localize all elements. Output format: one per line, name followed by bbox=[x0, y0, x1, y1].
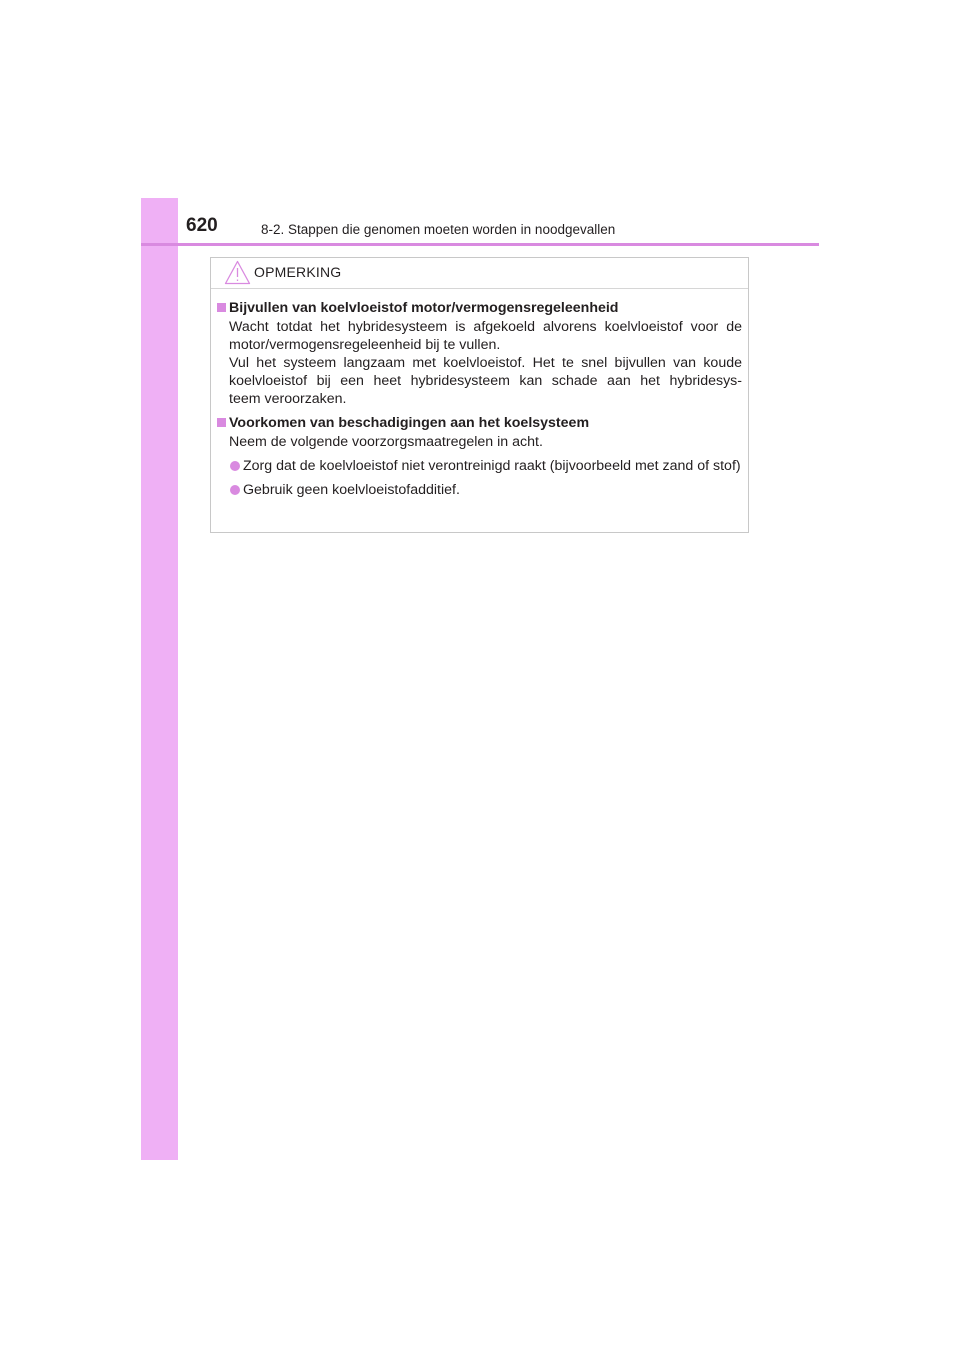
paragraph-line: motor/vermogensregeleenheid bij te vullen. bbox=[229, 337, 501, 353]
list-item-text: Zorg dat de koelvloeistof niet verontreinigd raakt (bijvoorbeeld met zand of stof) bbox=[243, 458, 741, 474]
list-item bbox=[216, 481, 742, 499]
notice-title: OPMERKING bbox=[254, 264, 342, 280]
list-item bbox=[216, 457, 742, 475]
section-title: 8-2. Stappen die genomen moeten worden in noodgevallen bbox=[261, 222, 616, 237]
paragraph-line: Vul het systeem langzaam met koelvloeistof. Het te snel bijvullen van koude bbox=[229, 355, 742, 371]
chapter-side-tab bbox=[141, 198, 178, 1160]
warning-triangle-icon bbox=[224, 260, 251, 285]
notice-header bbox=[211, 258, 748, 289]
notice-box bbox=[210, 257, 749, 533]
section-paragraph bbox=[216, 318, 742, 408]
intro-text: Neem de volgende voorzorgsmaatregelen in acht. bbox=[229, 434, 543, 450]
page-number: 620 bbox=[186, 215, 218, 236]
paragraph-line: Wacht totdat het hybridesysteem is afgekoeld alvorens koelvloeistof voor de bbox=[229, 319, 742, 335]
section-heading-text: Voorkomen van beschadigingen aan het koelsysteem bbox=[229, 415, 590, 431]
paragraph-line: koelvloeistof bij een heet hybridesysteem kan schade aan het hybridesys- bbox=[229, 373, 742, 389]
header-rule bbox=[141, 243, 819, 246]
paragraph-line: teem veroorzaken. bbox=[229, 391, 347, 407]
notice-body bbox=[216, 299, 742, 499]
section-heading bbox=[216, 414, 742, 432]
section-heading-text: Bijvullen van koelvloeistof motor/vermogensregeleenheid bbox=[229, 300, 619, 316]
circle-bullet-icon bbox=[230, 485, 240, 495]
list-item-text: Gebruik geen koelvloeistofadditief. bbox=[243, 482, 460, 498]
square-bullet-icon bbox=[217, 303, 226, 312]
square-bullet-icon bbox=[217, 418, 226, 427]
circle-bullet-icon bbox=[230, 461, 240, 471]
section-intro bbox=[216, 433, 742, 451]
section-heading bbox=[216, 299, 742, 317]
